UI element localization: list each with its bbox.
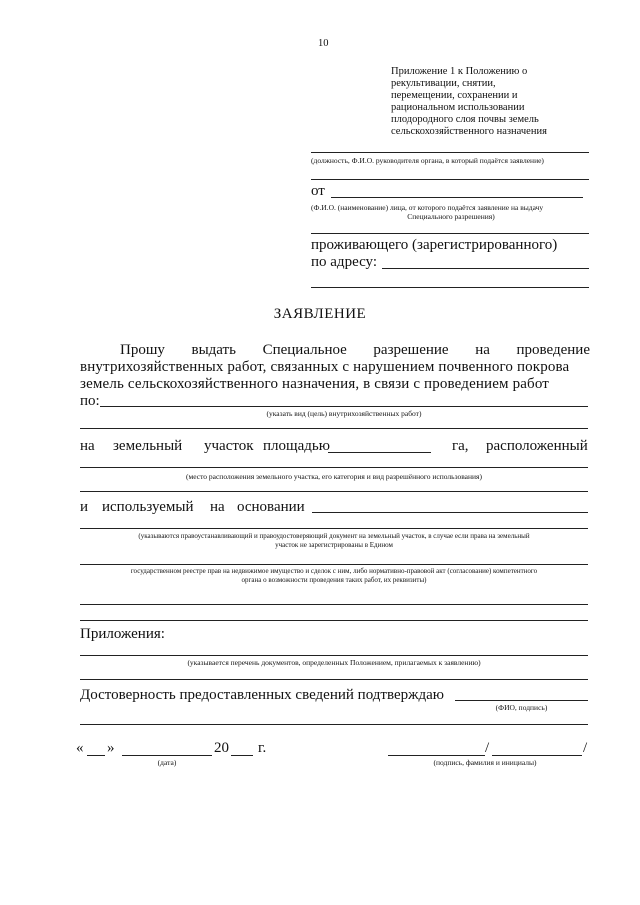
attachments-label: Приложения: xyxy=(80,626,165,642)
word: на xyxy=(80,438,95,454)
day-field[interactable] xyxy=(87,755,105,756)
page-number: 10 xyxy=(318,38,329,49)
basis-hint: участок не зарегистрированы в Едином xyxy=(275,541,393,549)
basis-line-4[interactable] xyxy=(80,604,588,605)
word: Прошу xyxy=(120,342,165,358)
word: на xyxy=(475,342,490,358)
slash: / xyxy=(583,740,588,756)
basis-hint: (указываются правоустанавливающий и правоудостоверяющий документ на земельный участок, в случае если права на земельный xyxy=(138,532,530,540)
official-line[interactable] xyxy=(311,152,589,153)
attachments-line-2[interactable] xyxy=(80,679,588,680)
applicant-hint: Специального разрешения) xyxy=(407,212,495,221)
request-line-1 xyxy=(120,341,590,359)
official-hint: (должность, Ф.И.О. руководителя органа, в который подаётся заявление) xyxy=(311,156,544,165)
address-line[interactable] xyxy=(382,268,589,269)
residing-label: проживающего (зарегистрированного) xyxy=(311,237,558,253)
appendix-line: рациональном использовании xyxy=(391,102,525,113)
appendix-note xyxy=(391,66,591,138)
applicant-line[interactable] xyxy=(331,197,583,198)
applicant-line-2[interactable] xyxy=(311,233,589,234)
request-line-2: внутрихозяйственных работ, связанных с нарушением почвенного покрова xyxy=(80,359,570,375)
word: земельный xyxy=(113,438,183,454)
from-label: от xyxy=(311,183,325,199)
appendix-line: плодородного слоя почвы земель xyxy=(391,114,539,125)
word: расположенный xyxy=(486,438,588,454)
word: проведение xyxy=(516,342,590,358)
basis-line-2[interactable] xyxy=(80,528,588,529)
basis-line-3[interactable] xyxy=(80,564,588,565)
confirm-line-2[interactable] xyxy=(80,724,588,725)
basis-field[interactable] xyxy=(312,512,588,513)
address-line-2[interactable] xyxy=(311,287,589,288)
appendix-line: сельскохозяйственного назначения xyxy=(391,126,547,137)
basis-line xyxy=(80,498,305,516)
year-suffix: г. xyxy=(258,740,267,756)
name-initials-field[interactable] xyxy=(492,755,582,756)
attachments-line[interactable] xyxy=(80,655,588,656)
appendix-line: рекультивации, снятии, xyxy=(391,78,496,89)
year-field[interactable] xyxy=(231,755,253,756)
works-hint: (указать вид (цель) внутрихозяйственных работ) xyxy=(266,409,422,418)
appendix-line: перемещении, сохранении и xyxy=(391,90,518,101)
area-field[interactable] xyxy=(328,452,431,453)
word: площадью xyxy=(263,438,330,454)
applicant-hint: (Ф.И.О. (наименование) лица, от которого подаётся заявление на выдачу xyxy=(311,203,544,212)
word: выдать xyxy=(191,342,236,358)
request-line-3: земель сельскохозяйственного назначения, в связи с проведением работ xyxy=(80,376,549,392)
location-line[interactable] xyxy=(80,467,588,468)
quote-close: » xyxy=(107,740,115,756)
request-line-4: по: xyxy=(80,393,100,409)
word: разрешение xyxy=(373,342,449,358)
word: га, xyxy=(452,438,469,454)
word: основании xyxy=(237,499,305,515)
basis-line-5[interactable] xyxy=(80,620,588,621)
works-line-2[interactable] xyxy=(80,428,588,429)
word: используемый xyxy=(102,499,194,515)
confirm-text: Достоверность предоставленных сведений подтверждаю xyxy=(80,687,444,703)
date-hint: (дата) xyxy=(157,758,177,767)
month-field[interactable] xyxy=(122,755,212,756)
basis-hint: государственном реестре прав на недвижимое имущество и сделок с ним, либо нормативно-правовой акт (согласование) компетентного xyxy=(130,567,538,575)
signature-field[interactable] xyxy=(388,755,485,756)
attachments-hint: (указывается перечень документов, определенных Положением, прилагаемых к заявлению) xyxy=(187,658,481,667)
word: участок xyxy=(204,438,254,454)
word: на xyxy=(210,499,225,515)
basis-hint: органа о возможности проведения таких работ, их реквизиты) xyxy=(241,576,427,584)
appendix-line: Приложение 1 к Положению о xyxy=(391,66,528,77)
word: Специальное xyxy=(262,342,347,358)
document-title: ЗАЯВЛЕНИЕ xyxy=(273,306,367,322)
location-line-2[interactable] xyxy=(80,491,588,492)
location-hint: (место расположения земельного участка, его категория и вид разрешённого использования) xyxy=(186,472,482,481)
fio-signature-field[interactable] xyxy=(455,700,588,701)
works-line[interactable] xyxy=(100,406,588,407)
year-prefix: 20 xyxy=(214,740,229,756)
official-line-2[interactable] xyxy=(311,179,589,180)
sign-hint: (подпись, фамилия и инициалы) xyxy=(433,758,537,767)
address-label: по адресу: xyxy=(311,254,378,270)
quote-open: « xyxy=(76,740,84,756)
word: и xyxy=(80,499,89,515)
slash: / xyxy=(485,740,490,756)
fio-hint: (ФИО, подпись) xyxy=(495,703,548,712)
